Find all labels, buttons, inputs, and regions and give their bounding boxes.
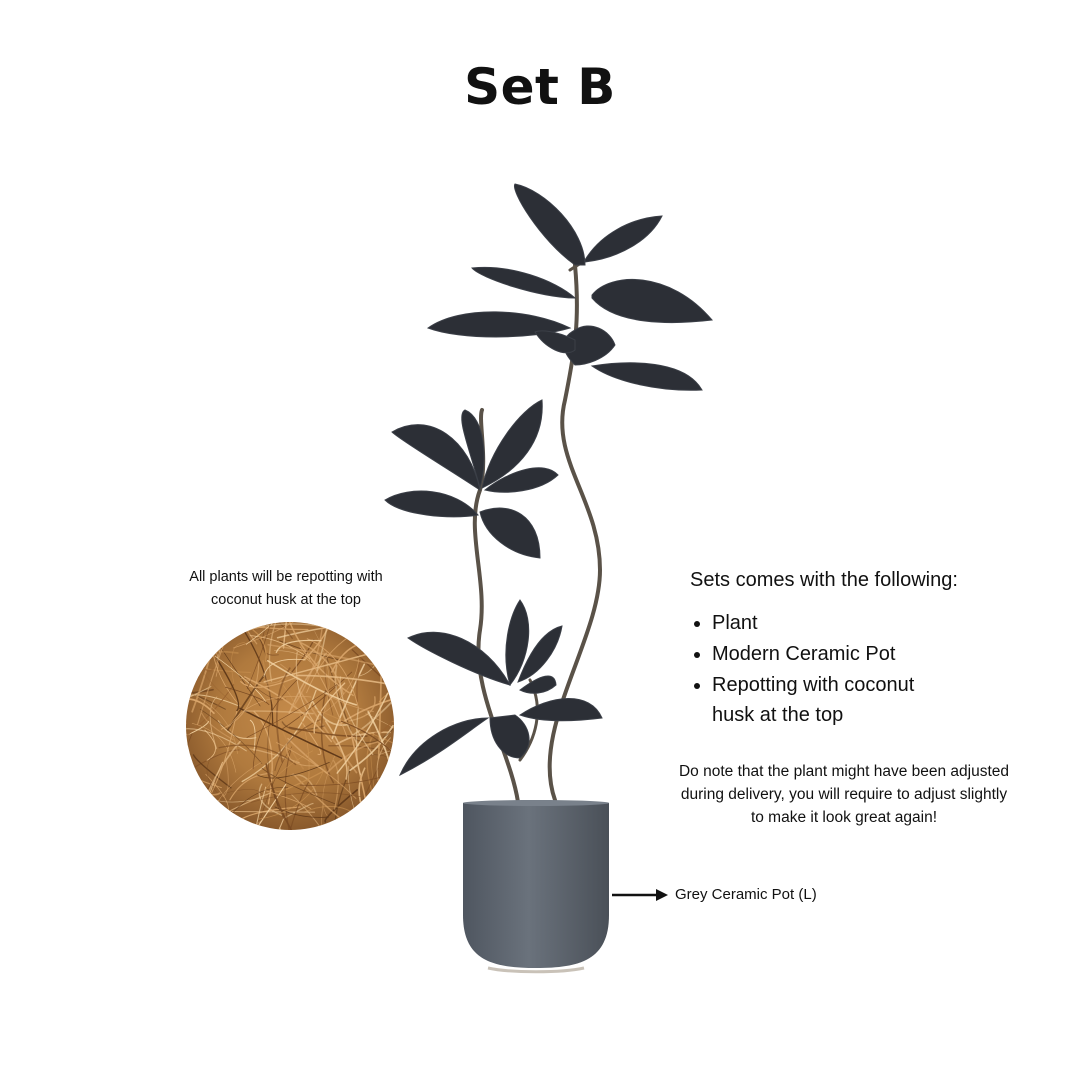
husk-fiber <box>186 648 208 658</box>
arrow-right-icon <box>612 887 670 903</box>
list-item: • Plant <box>712 608 952 638</box>
husk-fiber <box>194 633 211 663</box>
husk-fiber <box>186 786 190 826</box>
husk-fiber <box>196 821 261 830</box>
rubber-plant-image <box>370 170 730 990</box>
list-item: • Repotting with coconut husk at the top <box>712 670 952 730</box>
husk-fiber <box>186 661 188 697</box>
delivery-note: Do note that the plant might have been adjusted during delivery, you will require to adjust slightly to make it look great again! <box>678 763 1010 826</box>
husk-fiber <box>232 812 314 813</box>
plant-leaves <box>385 184 712 775</box>
grey-ceramic-pot <box>463 800 609 972</box>
pot-label: Grey Ceramic Pot (L) <box>675 886 817 903</box>
husk-fiber <box>186 824 191 830</box>
husk-fiber <box>242 622 248 624</box>
list-item: • Modern Ceramic Pot <box>712 639 952 669</box>
set-contents <box>690 566 1030 731</box>
page-title: Set B <box>464 58 616 116</box>
husk-caption-line-2: coconut husk at the top <box>211 592 361 608</box>
set-contents-list <box>690 608 1030 730</box>
husk-fiber <box>193 622 249 628</box>
husk-fiber <box>187 622 199 628</box>
husk-fiber <box>186 622 225 636</box>
husk-fiber <box>219 622 256 625</box>
husk-fiber <box>186 622 200 672</box>
husk-fiber <box>331 622 357 626</box>
husk-caption-line-1: All plants will be repotting with <box>189 569 383 585</box>
coconut-husk-image <box>186 622 394 830</box>
set-contents-heading: Sets comes with the following: <box>690 569 958 591</box>
